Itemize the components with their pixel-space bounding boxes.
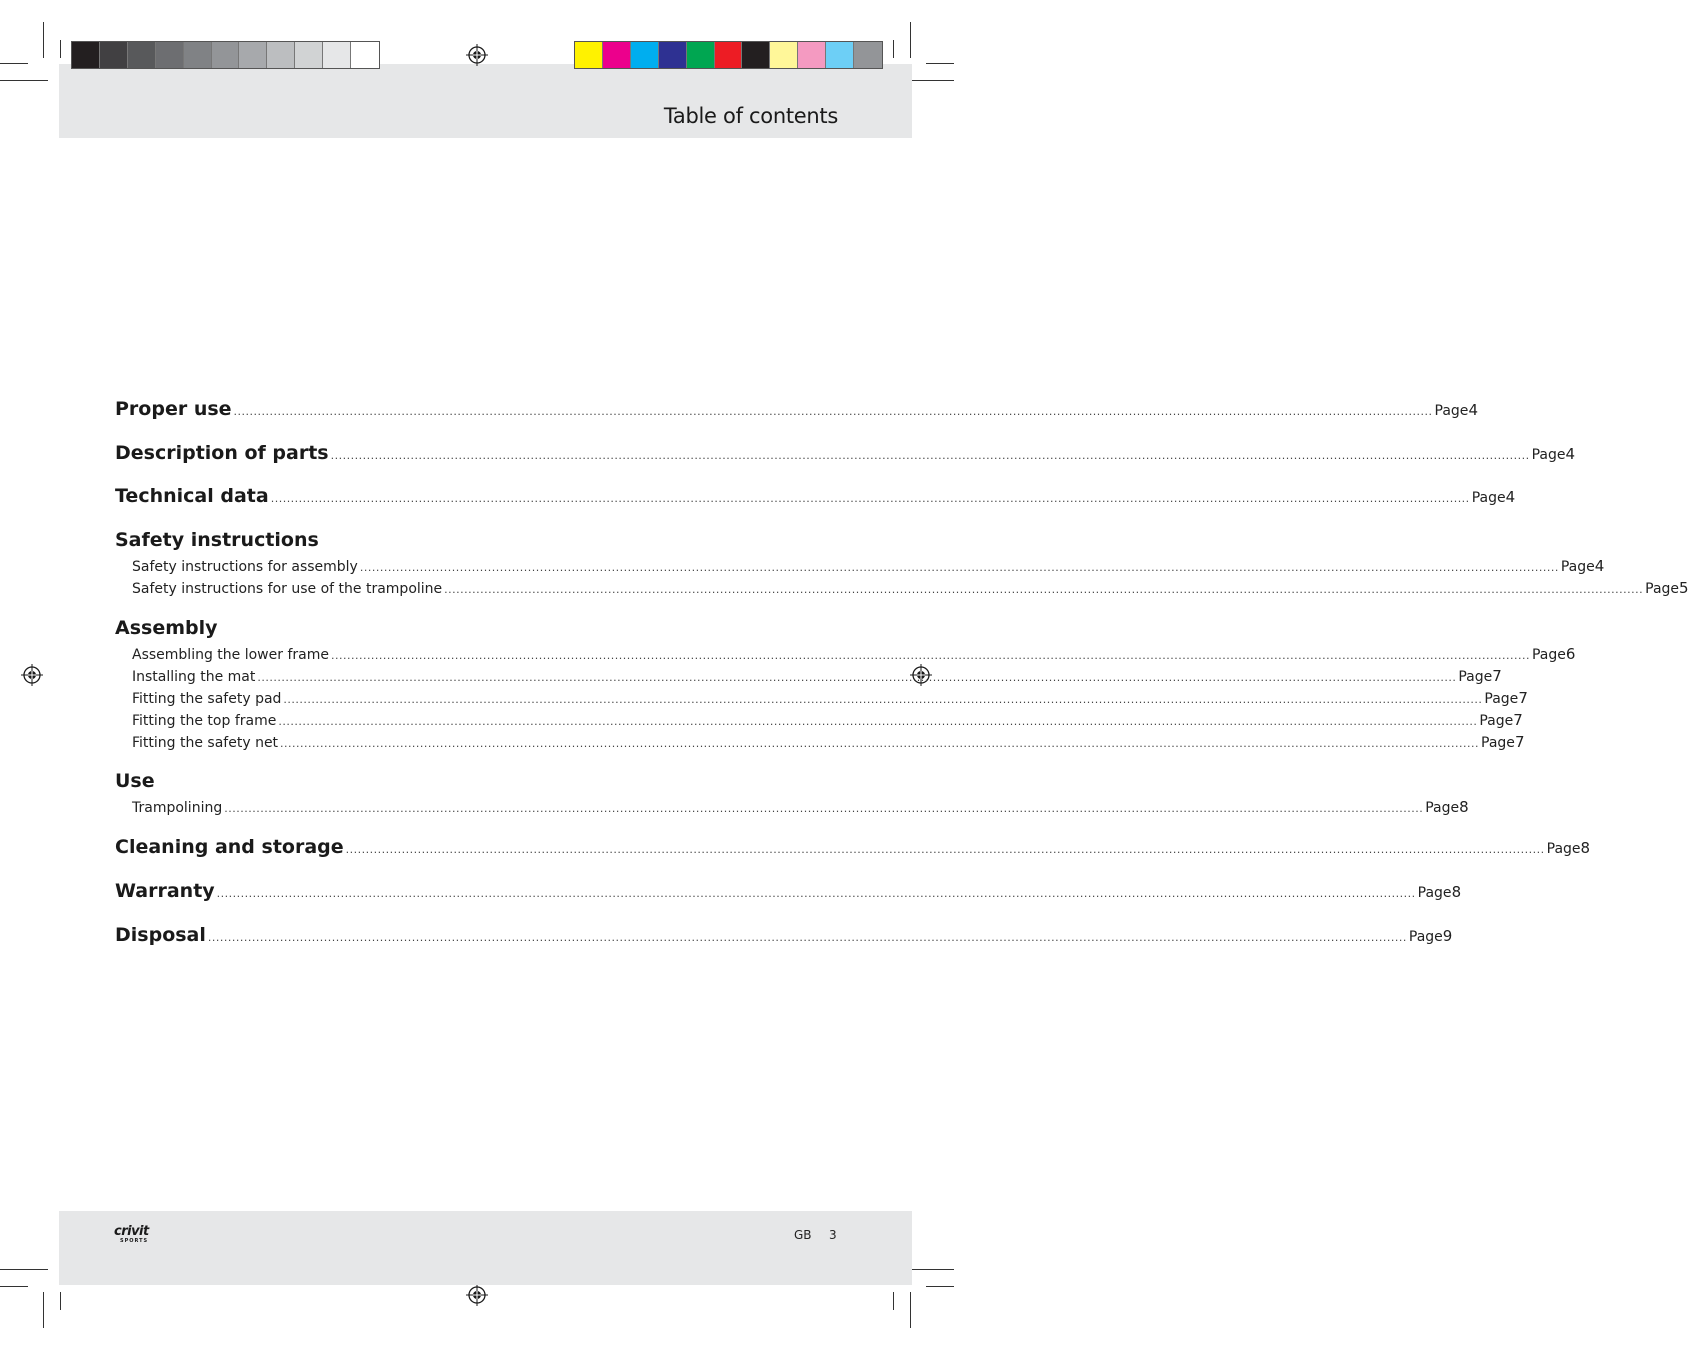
dot-leader: ............................................................................................................................................................................................................................................................................................................ [330,449,1530,462]
color-swatch [184,42,212,68]
toc-entry-cleaning-and-storage[interactable] [115,836,1591,858]
logo-tag: SPORTS [120,1238,149,1244]
toc-subentry[interactable] [132,667,1502,685]
page-number: 8 [1459,798,1469,816]
crop-mark [910,22,911,58]
color-swatch [156,42,184,68]
crop-mark [43,22,44,58]
crop-mark [910,1292,911,1328]
page-number-footer: 3 [829,1228,837,1242]
page-title: Table of contents [663,104,838,128]
page-number: 4 [1594,557,1605,575]
crop-mark [893,40,894,58]
page-label: Page [1417,885,1452,901]
logo-word: crivit [114,1224,149,1239]
crop-mark [906,1269,954,1270]
page-number: 9 [1442,927,1453,945]
color-swatch [323,42,351,68]
page-number: 8 [1451,883,1462,901]
toc-subentry-title: Assembling the lower frame [132,647,329,663]
toc-entry-warranty[interactable] [115,880,1462,902]
toc-entry-title: Description of parts [115,442,329,464]
crop-mark [0,63,28,64]
color-swatch [798,42,826,68]
color-swatch [100,42,128,68]
color-swatch [826,42,854,68]
dot-leader: ............................................................................................................................................................................................................................................................................................................ [216,887,1416,900]
color-swatch [575,42,603,68]
toc-subentry[interactable] [132,733,1525,751]
color-swatch [128,42,156,68]
color-swatch [659,42,687,68]
dot-leader: ............................................................................................................................................................................................................................................................................................................ [278,715,1478,728]
color-swatch [351,42,379,68]
dot-leader: ............................................................................................................................................................................................................................................................................................................ [233,405,1433,418]
page-number: 7 [1514,733,1525,751]
color-swatch [295,42,323,68]
footer-band [59,1211,912,1285]
page-number: 7 [1492,667,1502,685]
dot-leader: ............................................................................................................................................................................................................................................................................................................ [257,671,1457,684]
toc-entry-title: Disposal [115,924,206,946]
color-swatch [742,42,770,68]
dot-leader: ............................................................................................................................................................................................................................................................................................................ [345,843,1545,856]
page-number: 4 [1468,401,1478,419]
page-label: Page [1458,669,1493,685]
crop-mark [893,1292,894,1310]
toc-entry-title: Warranty [115,880,215,902]
crop-mark [906,80,954,81]
toc-entry-title: Cleaning and storage [115,836,344,858]
toc-subentry-title: Installing the mat [132,669,256,685]
toc-subentry[interactable] [132,689,1528,707]
dot-leader: ............................................................................................................................................................................................................................................................................................................ [207,931,1407,944]
crop-mark [0,1269,48,1270]
toc-subentry-title: Fitting the top frame [132,713,277,729]
dot-leader: ............................................................................................................................................................................................................................................................................................................ [359,561,1559,574]
registration-mark-icon [466,44,488,66]
color-swatch [72,42,100,68]
crop-mark [60,40,61,58]
page-number: 5 [1679,579,1689,597]
dot-leader: ............................................................................................................................................................................................................................................................................................................ [280,737,1480,750]
toc-subentry[interactable] [132,711,1523,729]
toc-subentry[interactable] [132,798,1469,816]
crivit-sports-logo [114,1224,160,1246]
toc-section-safety-instructions[interactable]: Safety instructions [115,529,319,551]
registration-mark-icon [21,664,43,686]
page-label: Page [1471,490,1506,506]
toc-subentry-title: Safety instructions for use of the trampoline [132,581,443,597]
color-swatch [770,42,798,68]
toc-subentry-title: Safety instructions for assembly [132,559,358,575]
registration-mark-icon [466,1284,488,1306]
toc-section-use[interactable]: Use [115,770,155,792]
page-label: Page [1479,713,1514,729]
page-label: Page [1484,691,1519,707]
page-label: Page [1531,447,1566,463]
color-swatch [212,42,240,68]
page-number: 4 [1505,488,1516,506]
color-swatch [687,42,715,68]
toc-subentry-title: Fitting the safety pad [132,691,282,707]
page-number: 6 [1565,645,1576,663]
toc-subentry[interactable] [132,557,1605,575]
toc-entry-technical-data[interactable] [115,485,1516,507]
page-number: 7 [1513,711,1523,729]
page-label: Page [1546,841,1581,857]
color-swatch [715,42,743,68]
toc-entry-title: Proper use [115,398,232,420]
toc-subentry[interactable] [132,645,1576,663]
page-label: Page [1434,403,1469,419]
dot-leader: ............................................................................................................................................................................................................................................................................................................ [270,492,1470,505]
dot-leader: ............................................................................................................................................................................................................................................................................................................ [224,802,1424,815]
toc-subentry[interactable] [132,579,1689,597]
page-label: Page [1560,559,1595,575]
page-label: Page [1645,581,1680,597]
grayscale-color-bar [71,41,380,69]
dot-leader: ............................................................................................................................................................................................................................................................................................................ [283,693,1483,706]
toc-subentry-title: Trampolining [132,800,223,816]
toc-entry-proper-use[interactable] [115,398,1478,420]
crop-mark [926,63,954,64]
language-code: GB [794,1228,812,1242]
color-swatch [239,42,267,68]
page-label: Page [1481,735,1515,751]
color-swatch [267,42,295,68]
crop-mark [0,80,48,81]
dot-leader: ............................................................................................................................................................................................................................................................................................................ [444,583,1644,596]
page-label: Page [1531,647,1566,663]
page-number: 4 [1565,445,1576,463]
page-label: Page [1425,800,1460,816]
toc-subentry-title: Fitting the safety net [132,735,279,751]
color-swatch [603,42,631,68]
toc-entry-title: Technical data [115,485,269,507]
crop-mark [43,1292,44,1328]
color-swatch [854,42,882,68]
color-swatch [631,42,659,68]
toc-section-assembly[interactable]: Assembly [115,617,218,639]
page-label: Page [1408,929,1443,945]
toc-entry-disposal[interactable] [115,924,1453,946]
page-number: 8 [1580,839,1591,857]
page-number: 7 [1518,689,1528,707]
crop-mark [0,1286,28,1287]
dot-leader: ............................................................................................................................................................................................................................................................................................................ [330,649,1530,662]
process-color-bar [574,41,883,69]
toc-entry-description-of-parts[interactable] [115,442,1576,464]
crop-mark [60,1292,61,1310]
crop-mark [926,1286,954,1287]
